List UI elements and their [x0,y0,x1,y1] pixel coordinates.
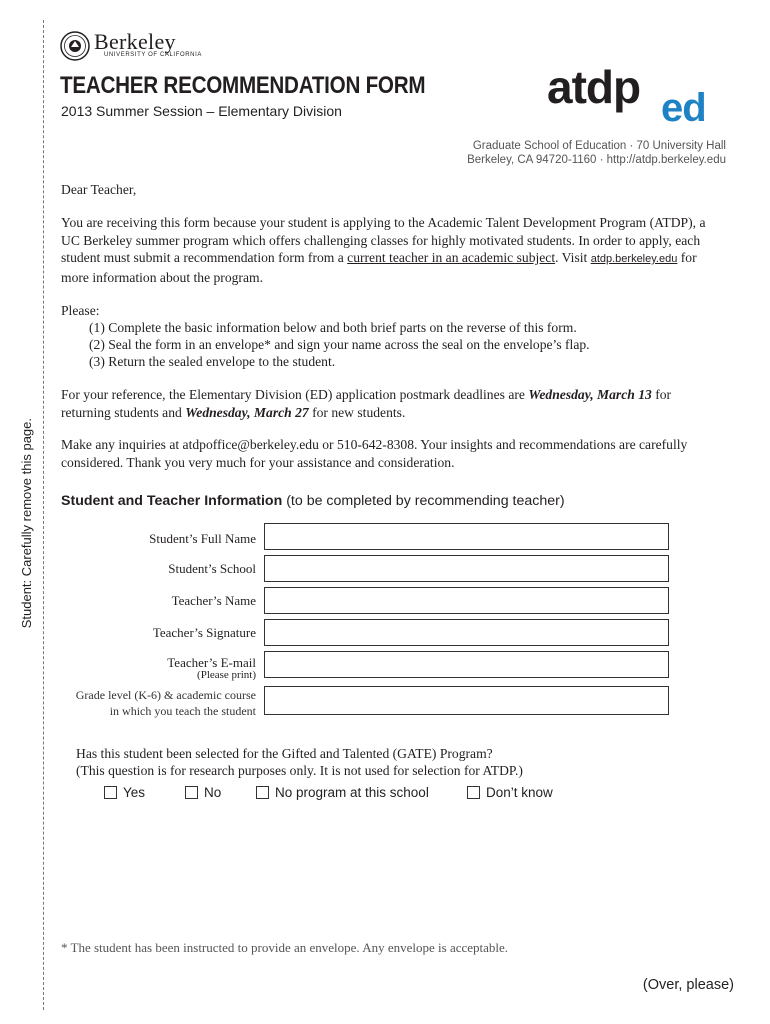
please-print-note: (Please print) [197,669,256,681]
grade-level-label: Grade level (K-6) & academic course [75,688,256,702]
current-teacher-emphasis: current teacher in an academic subject [347,250,556,265]
student-school-field[interactable] [264,555,669,582]
address-line-1: Graduate School of Education · 70 University Hall [472,140,726,152]
over-please-note: (Over, please) [642,977,734,993]
atdp-brand-logo: atdp [547,61,641,113]
teacher-name-label: Teacher’s Name [171,593,256,608]
checkbox-no-program[interactable] [256,786,269,799]
deadlines-paragraph: For your reference, the Elementary Division (ED) application postmark deadlines are Wednesday, March 13 for returning students and Wednesday, March 27 for new students. [61,387,672,420]
grade-level-field[interactable] [264,686,669,715]
student-school-label: Student’s School [168,561,256,576]
grade-level-label-2: in which you teach the student [109,704,256,718]
teacher-signature-label: Teacher’s Signature [152,625,256,640]
teacher-name-field[interactable] [264,587,669,614]
gate-option-dont-know[interactable]: Don’t know [467,785,553,800]
inquiries-paragraph: Make any inquiries at atdpoffice@berkeley.edu or 510-642-8308. Your insights and recommendations are carefully considered. Thank you very much for your assistance and consideration. [61,437,688,470]
intro-paragraph: You are receiving this form because your student is applying to the Academic Talent Development Program (ATDP), a UC Berkeley summer program which offers challenging classes for highly motivated students. In order to apply, each student must submit a recommendation form from a current teacher in an academic subject. Visit atdp.berkeley.edu for more information about the program. [61,215,706,285]
atdp-website-link[interactable]: atdp.berkeley.edu [590,253,678,265]
session-subtitle: 2013 Summer Session – Elementary Division [61,103,342,119]
side-note: Student: Carefully remove this page. [19,418,34,629]
teacher-signature-field[interactable] [264,619,669,646]
teacher-email-label: Teacher’s E-mail [167,655,256,670]
deadline-returning: Wednesday, March 13 [528,387,652,402]
uc-seal-icon [60,31,90,61]
section-title: Student and Teacher Information (to be completed by recommending teacher) [61,493,565,509]
gate-option-no-program[interactable]: No program at this school [256,785,429,800]
deadline-new: Wednesday, March 27 [185,404,309,420]
ed-brand-logo: ed [661,86,706,130]
envelope-footnote: * The student has been instructed to provide an envelope. Any envelope is acceptable. [61,940,509,955]
teacher-email-field[interactable] [264,651,669,678]
cut-line [43,20,44,1010]
checkbox-dont-know[interactable] [467,786,480,799]
berkeley-logo-text: Berkeley [94,29,176,54]
berkeley-logo-subtext: UNIVERSITY OF CALIFORNIA [104,52,202,58]
gate-note: (This question is for research purposes only. It is not used for selection for ATDP.) [76,763,523,778]
step-2: (2) Seal the form in an envelope* and sign your name across the seal on the envelope’s flap. [89,337,590,352]
step-3: (3) Return the sealed envelope to the student. [89,354,336,369]
gate-option-no[interactable]: No [185,785,221,800]
student-name-label: Student’s Full Name [149,531,256,546]
step-1: (1) Complete the basic information below and both brief parts on the reverse of this form. [89,320,577,335]
checkbox-yes[interactable] [104,786,117,799]
address-line-2: Berkeley, CA 94720-1160 · http://atdp.berkeley.edu [467,154,726,166]
please-heading: Please: [61,303,100,318]
checkbox-no[interactable] [185,786,198,799]
student-name-field[interactable] [264,523,669,550]
gate-question: Has this student been selected for the Gifted and Talented (GATE) Program? [76,746,493,761]
gate-option-yes[interactable]: Yes [104,785,145,800]
greeting: Dear Teacher, [61,182,137,197]
form-title: TEACHER RECOMMENDATION FORM [60,72,426,99]
